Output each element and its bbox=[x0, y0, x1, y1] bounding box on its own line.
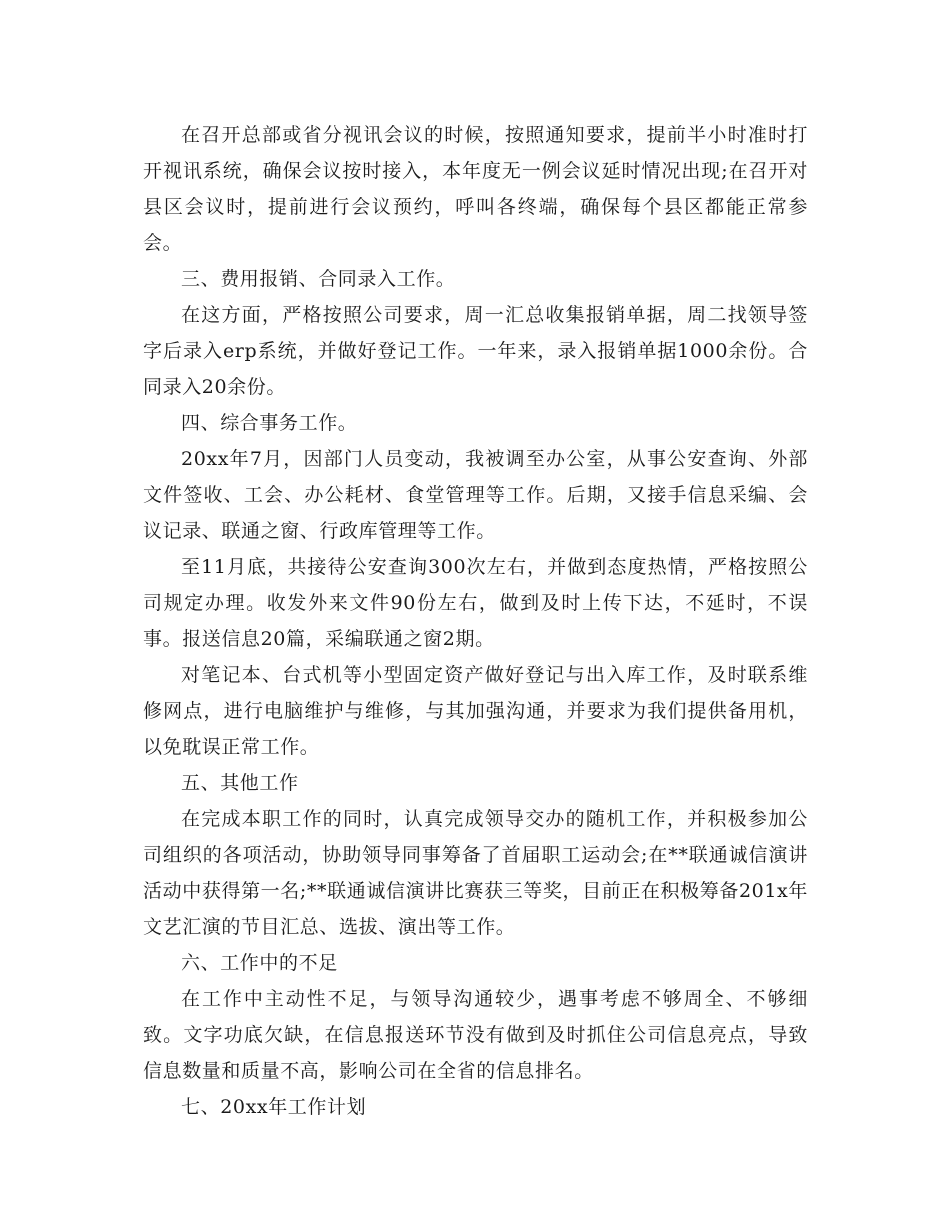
heading-section-5: 五、其他工作 bbox=[181, 772, 299, 794]
heading-section-3: 三、费用报销、合同录入工作。 bbox=[181, 268, 456, 290]
paragraph-fixed-assets: 对笔记本、台式机等小型固定资产做好登记与出入库工作，及时联系维修网点，进行电脑维护与维修，与其加强沟通，并要求为我们提供备用机，以免耽误正常工作。 bbox=[143, 664, 808, 758]
heading-section-4: 四、综合事务工作。 bbox=[181, 412, 358, 434]
paragraph-other-work: 在完成本职工作的同时，认真完成领导交办的随机工作，并积极参加公司组织的各项活动，协助领导同事筹备了首届职工运动会;在**联通诚信演讲活动中获得第一名;**联通诚信演讲比赛获三等奖，目前正在积极筹备201x年文艺汇演的节目汇总、选拔、演出等工作。 bbox=[143, 808, 808, 938]
paragraph-video-conference: 在召开总部或省分视讯会议的时候，按照通知要求，提前半小时准时打开视讯系统，确保会议按时接入，本年度无一例会议延时情况出现;在召开对县区会议时，提前进行会议预约，呼叫各终端，确保每个县区都能正常参会。 bbox=[143, 124, 808, 254]
paragraph-expense-reimbursement: 在这方面，严格按照公司要求，周一汇总收集报销单据，周二找领导签字后录入erp系统，并做好登记工作。一年来，录入报销单据1000余份。合同录入20余份。 bbox=[143, 304, 808, 398]
paragraph-general-affairs: 20xx年7月，因部门人员变动，我被调至办公室，从事公安查询、外部文件签收、工会、办公耗材、食堂管理等工作。后期，又接手信息采编、会议记录、联通之窗、行政库管理等工作。 bbox=[143, 448, 808, 542]
heading-section-7: 七、20xx年工作计划 bbox=[181, 1096, 367, 1118]
paragraph-shortcomings: 在工作中主动性不足，与领导沟通较少，遇事考虑不够周全、不够细致。文字功底欠缺，在信息报送环节没有做到及时抓住公司信息亮点，导致信息数量和质量不高，影响公司在全省的信息排名。 bbox=[143, 988, 808, 1082]
document-body bbox=[143, 117, 808, 1125]
paragraph-police-queries: 至11月底，共接待公安查询300次左右，并做到态度热情，严格按照公司规定办理。收发外来文件90份左右，做到及时上传下达，不延时，不误事。报送信息20篇，采编联通之窗2期。 bbox=[143, 556, 808, 650]
heading-section-6: 六、工作中的不足 bbox=[181, 952, 338, 974]
